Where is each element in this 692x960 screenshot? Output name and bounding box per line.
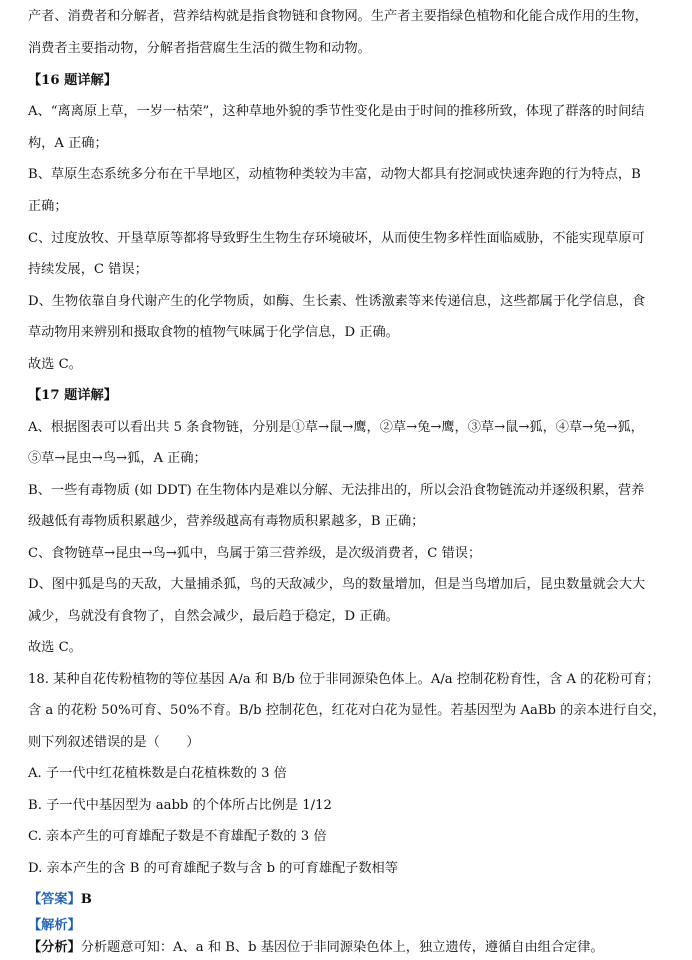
text-line: D、生物依靠自身代谢产生的化学物质，如酶、生长素、性诱激素等来传递信息，这些都属于化学信息，食 [28, 294, 646, 309]
answer-line [28, 891, 670, 909]
text-line: 故选 C。 [28, 640, 82, 655]
text-line: B、草原生态系统多分布在干旱地区，动植物种类较为丰富，动物大都具有挖洞或快速奔跑的行为特点，B [28, 167, 641, 182]
question-18-stem: 18. 某种自花传粉植物的等位基因 A/a 和 B/b 位于非同源染色体上。A/a 控制花粉育性，含 A 的花粉可育； [28, 672, 660, 687]
analysis-note-text: 分析题意可知：A、a 和 B、b 基因位于非同源染色体上，独立遗传，遵循自由组合定律。 [80, 940, 604, 955]
text-line: A、“离离原上草，一岁一枯荣”，这种草地外貌的季节性变化是由于时间的推移所致，体现了群落的时间结 [28, 104, 645, 119]
answer-value: B [80, 892, 92, 907]
text-line: D、图中狐是鸟的天敌，大量捕杀狐，鸟的天敌减少，鸟的数量增加，但是当鸟增加后，昆虫数量就会大大 [28, 577, 646, 592]
text-line: B、一些有毒物质 (如 DDT) 在生物体内是难以分解、无法排出的，所以会沿食物链流动并逐级积累，营养 [28, 483, 645, 498]
option-b: B. 子一代中基因型为 aabb 的个体所占比例是 1/12 [28, 798, 332, 813]
text-line: 构，A 正确； [28, 136, 108, 151]
option-a: A. 子一代中红花植株数是白花植株数的 3 倍 [28, 766, 287, 781]
text-line: ⑤草→昆虫→鸟→狐，A 正确； [28, 451, 207, 466]
question-18-stem: 含 a 的花粉 50%可育、50%不育。B/b 控制花色，红花对白花为显性。若基因型为 AaBb 的亲本进行自交， [28, 703, 666, 718]
section-heading-17: 【17 题详解】 [28, 388, 117, 403]
text-line: 故选 C。 [28, 357, 82, 372]
analysis-label: 【解析】 [28, 918, 81, 933]
question-18-stem: 则下列叙述错误的是（ ） [28, 735, 200, 750]
text-line: C、食物链草→昆虫→鸟→狐中，鸟属于第三营养级，是次级消费者，C 错误； [28, 546, 482, 561]
text-line: 持续发展，C 错误； [28, 262, 148, 277]
text-line: 产者、消费者和分解者，营养结构就是指食物链和食物网。生产者主要指绿色植物和化能合成作用的生物， [28, 9, 648, 24]
text-line: 减少，鸟就没有食物了，自然会减少，最后趋于稳定，D 正确。 [28, 609, 399, 624]
option-d: D. 亲本产生的含 B 的可育雄配子数与含 b 的可育雄配子数相等 [28, 861, 398, 876]
text-line: C、过度放牧、开垦草原等都将导致野生生物生存环境破坏，从而使生物多样性面临威胁，不能实现草原可 [28, 231, 645, 246]
text-line: 消费者主要指动物，分解者指营腐生生活的微生物和动物。 [28, 41, 371, 56]
analysis-note-label: 【分析】 [28, 940, 81, 955]
analysis-line [28, 939, 670, 957]
answer-label: 【答案】 [28, 892, 81, 907]
text-line: A、根据图表可以看出共 5 条食物链，分别是①草→鼠→鹰，②草→兔→鹰，③草→鼠→狐，④草→兔→狐， [28, 420, 644, 435]
section-heading-16: 【16 题详解】 [28, 73, 117, 88]
text-line: 草动物用来辨别和摄取食物的植物气味属于化学信息，D 正确。 [28, 325, 399, 340]
text-line: 级越低有毒物质积累越少，营养级越高有毒物质积累越多，B 正确； [28, 514, 425, 529]
option-c: C. 亲本产生的可育雄配子数是不育雄配子数的 3 倍 [28, 829, 327, 844]
text-line: 正确； [28, 199, 68, 214]
